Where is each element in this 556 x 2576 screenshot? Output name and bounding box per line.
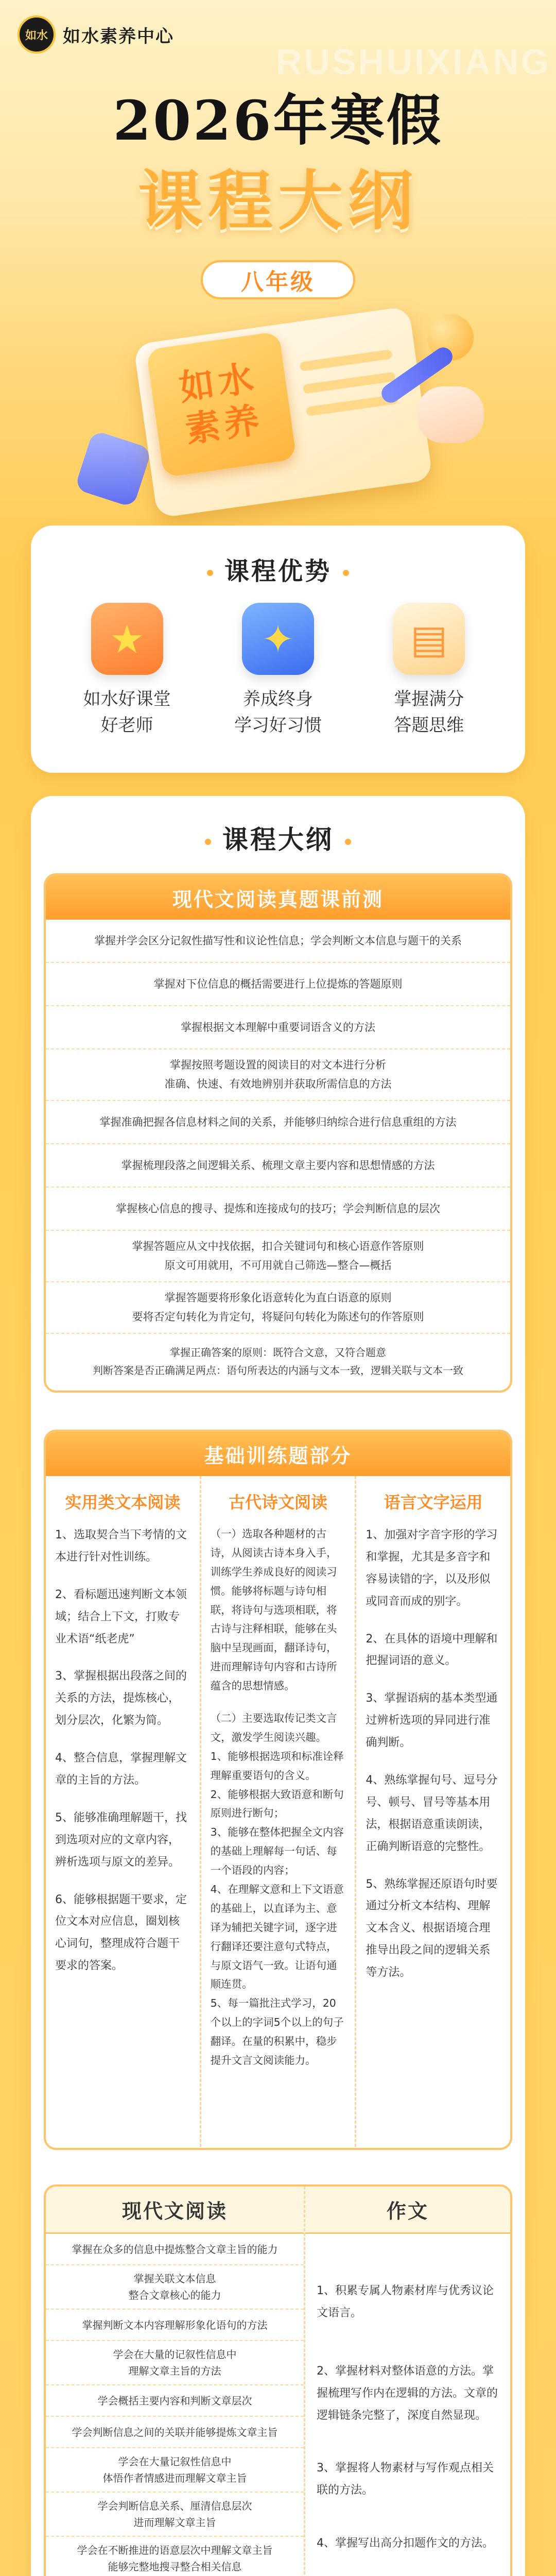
brand-logo — [18, 15, 174, 54]
table-row: 学会在大量的记叙性信息中 理解文章主旨的方法 — [46, 2341, 304, 2385]
basics-columns — [46, 1476, 510, 2147]
page-subtitle: 课程大纲 — [138, 163, 418, 239]
table-row: 学会判断信息之间的关联并能够提炼文章主旨 — [46, 2417, 304, 2448]
cube-decoration — [74, 430, 152, 507]
column-head: 作文 — [305, 2187, 510, 2234]
list-item: 1、选取契合当下考情的文本进行针对性训练。 — [55, 1529, 187, 1564]
list-item: 掌握根据文本理解中重要词语含义的方法 — [46, 1006, 510, 1049]
list-item: 1、积累专属人物素材库与优秀议论文语言。 — [317, 2284, 494, 2319]
advantage-line1: 养成终身 — [242, 689, 313, 709]
list-item: 掌握核心信息的搜寻、提炼和连接成句的技巧；学会判断信息的层次 — [46, 1188, 510, 1231]
basics-column — [201, 1476, 357, 2147]
hand-icon — [417, 386, 484, 443]
watermark-text: RUSHUIXIANG — [275, 42, 551, 82]
list-item: 掌握答题应从文中找依据，扣合关键词句和核心语意作答原则 原文可用就用，不可用就自己筛选—整合—概括 — [46, 1231, 510, 1282]
list-item: 6、能够根据题干要求，定位文本对应信息，圈划核心词句，整理成符合题干要求的答案。 — [55, 1893, 187, 1973]
list-item: 掌握准确把握各信息材料之间的关系，并能够归纳综合进行信息重组的方法 — [46, 1101, 510, 1144]
list-item: 3、掌握根据出段落之间的关系的方法，提炼核心，划分层次，化繁为简。 — [55, 1670, 187, 1727]
basics-column — [356, 1476, 510, 2147]
table-row: 学会在不断推进的语意层次中理解文章主旨 能够完整地搜寻整合相关信息 — [46, 2537, 304, 2576]
list-item: 2、在具体的语境中理解和把握词语的意义。 — [366, 1632, 498, 1668]
panel-title: 现代文阅读真题课前测 — [46, 875, 510, 920]
reading-column — [46, 2187, 305, 2576]
list-item: 掌握梳理段落之间逻辑关系、梳理文章主要内容和思想情感的方法 — [46, 1144, 510, 1188]
list-item: 1、加强对字音字形的学习和掌握，尤其是多音字和容易读错的字，以及形似或同音而成的别字。 — [366, 1529, 498, 1608]
column-head: 古代诗文阅读 — [229, 1493, 328, 1512]
list-item: 2、掌握材料对整体语意的方法。掌握梳理写作内在逻辑的方法。文章的逻辑链条完整了，深度自然显现。 — [317, 2364, 498, 2422]
bottom-table — [44, 2184, 512, 2576]
modern-reading-panel — [44, 873, 512, 1393]
list-item: 4、熟练掌握句号、逗号分号、顿号、冒号等基本用法，根据语意重读朗读，正确判断语意的完整性。 — [366, 1774, 498, 1853]
advantage-line1: 掌握满分 — [394, 689, 464, 709]
hero-text-2: 素养 — [182, 399, 266, 451]
table-row: 掌握判断文本内容理解形象化语句的方法 — [46, 2310, 304, 2341]
list-item: 4、掌握写出高分扣题作文的方法。 — [317, 2537, 494, 2550]
advantage-item — [211, 603, 345, 739]
brand-name: 如水素养中心 — [63, 26, 174, 47]
bottom-columns — [46, 2187, 510, 2576]
list-item: 2、看标题迅速判断文本领域；结合上下文，打败专业术语“纸老虎” — [55, 1588, 187, 1646]
list-item: （一）选取各种题材的古诗，从阅读古诗本身入手，训练学生养成良好的阅读习惯。能够将标题与诗句相联，将诗句与选项相联，将古诗与注释相联，能够在头脑中呈现画面，翻译诗句，进而理解诗句内容和古诗所蕴含的思想情感。 — [210, 1528, 337, 1692]
list-item: 掌握答题要将形象化语意转化为直白语意的原则 要将否定句转化为肯定句，将疑问句转化为陈述句的作答原则 — [46, 1282, 510, 1334]
logo-badge: 如水 — [18, 15, 56, 54]
table-row: 学会概括主要内容和判断文章层次 — [46, 2385, 304, 2417]
list-item: （二）主要选取传记类文言文，激发学生阅读兴趣。 1、能够根据选项和标准诠释理解重要语句的含义。 2、能够根据大致语意和断句原则进行断句； 3、能够在整体把握全文内容的基础上理解每一句话、每一个语段的内容； 4、在理解文意和上下文语意的基础上，以直译为主、意译为辅把关键字词，逐字进行翻译还要注意句式特点，与原文语气一致。让语句通顺连贯。 5、每一篇批注式学习，20个以上的字词5个以上的句子翻译。在量的积累中，稳步提升文言文阅读能力。 — [210, 1712, 344, 2067]
list-item: 5、熟练掌握还原语句时要通过分析文本结构、理解文本含义、根据语境合理推导出段之间的逻辑关系等方法。 — [366, 1877, 498, 1979]
list-item: 掌握对下位信息的概括需要进行上位提炼的答题原则 — [46, 963, 510, 1006]
advantage-item — [362, 603, 496, 739]
list-item: 3、掌握将人物素材与写作观点相关联的方法。 — [317, 2462, 494, 2497]
list-item: 掌握并学会区分记叙性描写性和议论性信息；学会判断文本信息与题干的关系 — [46, 920, 510, 963]
advantages-list — [51, 603, 505, 739]
advantages-card — [31, 526, 525, 773]
hero-illustration — [62, 309, 494, 536]
table-row: 掌握在众多的信息中提炼整合文章主旨的能力 — [46, 2234, 304, 2265]
list-item: 掌握正确答案的原则：既符合文意，又符合题意 判断答案是否正确满足两点：语句所表达的内涵与文本一致，逻辑关联与文本一致 — [93, 1346, 463, 1377]
table-row: 学会判断信息关系、厘清信息层次 进而理解文章主旨 — [46, 2493, 304, 2537]
outline-heading: 课程大纲 — [0, 819, 556, 856]
grade-badge: 八年级 — [201, 260, 355, 299]
table-row: 学会在大量记叙性信息中 体悟作者情感进而理解文章主旨 — [46, 2448, 304, 2493]
advantage-line2: 学习好习惯 — [234, 715, 322, 736]
essay-column — [305, 2187, 510, 2576]
table-row: 掌握关联文本信息 整合文章核心的能力 — [46, 2265, 304, 2310]
star-icon: ★ — [91, 603, 163, 675]
list-item: 掌握按照考题设置的阅读目的对文本进行分析 准确、快速、有效地辨别并获取所需信息的方法 — [46, 1049, 510, 1101]
panel-title: 基础训练题部分 — [46, 1432, 510, 1476]
advantage-line2: 答题思维 — [394, 715, 464, 736]
advantage-line2: 好老师 — [100, 715, 153, 736]
lightbulb-icon: ✦ — [242, 603, 314, 675]
notepad-icon: ▤ — [393, 603, 465, 675]
column-head: 现代文阅读 — [46, 2187, 304, 2234]
advantage-line1: 如水好课堂 — [83, 689, 171, 709]
column-head: 实用类文本阅读 — [65, 1493, 181, 1512]
column-head: 语言文字运用 — [384, 1493, 483, 1512]
page-title: 2026年寒假 — [113, 88, 443, 152]
hero-tile — [146, 331, 297, 478]
list-item: 3、掌握语病的基本类型通过辨析选项的异同进行准确判断。 — [366, 1692, 498, 1750]
hero-text-1: 如水 — [177, 357, 260, 410]
list-item: 4、整合信息，掌握理解文章的主旨的方法。 — [55, 1752, 187, 1787]
basics-column — [46, 1476, 201, 2147]
advantage-item — [60, 603, 194, 739]
advantages-heading: 课程优势 — [31, 551, 525, 587]
basics-panel — [44, 1430, 512, 2150]
list-item: 5、能够准确理解题干，找到选项对应的文章内容，辨析选项与原文的差异。 — [55, 1811, 187, 1869]
modern-reading-rows — [46, 920, 510, 1389]
